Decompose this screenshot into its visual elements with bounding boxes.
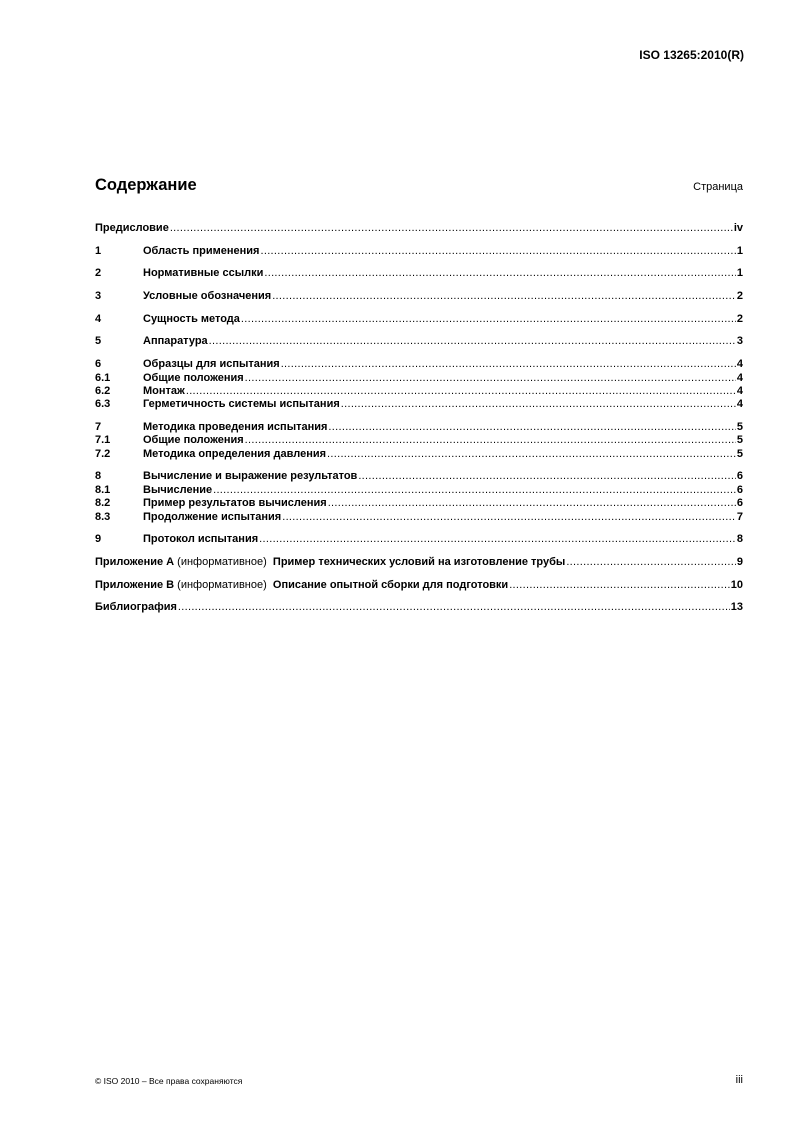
- toc-entry[interactable]: [95, 434, 743, 447]
- dot-leader: [281, 358, 736, 371]
- toc-entry[interactable]: [95, 358, 743, 371]
- dot-leader: [272, 290, 736, 303]
- toc-entry[interactable]: [95, 222, 743, 235]
- toc-page-number: 2: [736, 312, 743, 325]
- dot-leader: [328, 421, 735, 434]
- toc-page-number: 5: [736, 420, 743, 433]
- dot-leader: [259, 533, 736, 546]
- toc-entry-title: Вычисление: [143, 483, 213, 496]
- toc-entry[interactable]: [95, 511, 743, 524]
- footer-page-number: iii: [735, 1074, 743, 1086]
- toc-section-number: 7.1: [95, 434, 111, 447]
- dot-leader: [241, 313, 736, 326]
- toc-page-number: 10: [730, 578, 743, 591]
- toc-entry[interactable]: [95, 335, 743, 348]
- toc-entry-title: Методика проведения испытания: [143, 420, 328, 433]
- dot-leader: [260, 245, 735, 258]
- dot-leader: [509, 579, 730, 592]
- footer-copyright: © ISO 2010 – Все права сохраняются: [95, 1076, 243, 1086]
- toc-annex-a[interactable]: [95, 556, 743, 569]
- dot-leader: [264, 267, 736, 280]
- toc-entry[interactable]: [95, 290, 743, 303]
- dot-leader: [245, 434, 736, 447]
- dot-leader: [178, 601, 730, 614]
- toc-entry[interactable]: [95, 398, 743, 411]
- dot-leader: [213, 484, 736, 497]
- toc-page-number: 5: [736, 447, 743, 460]
- toc-page-number: 4: [736, 358, 743, 371]
- toc-section-number: 5: [95, 335, 102, 348]
- toc-page-number: 7: [736, 510, 743, 523]
- toc-section-number: 7: [95, 420, 102, 433]
- toc-entry[interactable]: [95, 533, 743, 546]
- toc-entry[interactable]: [95, 267, 743, 280]
- toc-entry[interactable]: [95, 448, 743, 461]
- annex-title: Описание опытной сборки для подготовки: [272, 578, 509, 591]
- page-column-label: Страница: [693, 181, 743, 193]
- toc-page-number: 13: [730, 601, 743, 614]
- toc-page-number: 6: [736, 497, 743, 510]
- annex-note: (информативное): [177, 556, 267, 568]
- toc-section-number: 6.3: [95, 398, 111, 411]
- toc-section-number: 6.2: [95, 384, 111, 397]
- dot-leader: [186, 385, 736, 398]
- toc-entries: [95, 222, 743, 547]
- toc-section-number: 1: [95, 244, 102, 257]
- dot-leader: [328, 497, 736, 510]
- table-of-contents: [95, 222, 743, 615]
- toc-page-number: 6: [736, 470, 743, 483]
- dot-leader: [170, 222, 733, 235]
- toc-page-number: 1: [736, 244, 743, 257]
- toc-section-number: 7.2: [95, 447, 111, 460]
- toc-section-number: 9: [95, 533, 102, 546]
- toc-page-number: 9: [736, 556, 743, 568]
- toc-section-number: 8: [95, 470, 102, 483]
- dot-leader: [566, 556, 736, 569]
- toc-page-number: iv: [733, 222, 743, 234]
- bibliography-title: Библиография: [95, 601, 177, 614]
- toc-section-number: 8.3: [95, 510, 111, 523]
- toc-section-number: 4: [95, 312, 102, 325]
- dot-leader: [209, 335, 736, 348]
- toc-page-number: 4: [736, 384, 743, 397]
- annex-label: Приложение В: [95, 578, 175, 591]
- toc-page-number: 8: [736, 533, 743, 546]
- toc-page-number: 3: [736, 335, 743, 348]
- annex-title: Пример технических условий на изготовление трубы: [272, 556, 566, 568]
- toc-page-number: 6: [736, 483, 743, 496]
- toc-entry-title: Сущность метода: [143, 312, 240, 325]
- toc-entry[interactable]: [95, 470, 743, 483]
- toc-entry-title: Общие положения: [143, 434, 244, 447]
- toc-bibliography[interactable]: [95, 601, 743, 614]
- toc-section-number: 8.1: [95, 483, 111, 496]
- toc-entry-title: Продолжение испытания: [143, 510, 282, 523]
- toc-entry-title: Вычисление и выражение результатов: [143, 470, 358, 483]
- annex-note: (информативное): [177, 578, 267, 591]
- toc-page-number: 5: [736, 434, 743, 447]
- toc-title: Содержание: [95, 176, 197, 194]
- toc-entry-title: Образцы для испытания: [143, 358, 280, 371]
- toc-page-number: 1: [736, 267, 743, 280]
- toc-entry-title: Герметичность системы испытания: [143, 398, 340, 411]
- toc-page-number: 4: [736, 398, 743, 411]
- toc-entry[interactable]: [95, 245, 743, 258]
- annex-label: Приложение А: [95, 556, 175, 568]
- toc-page-number: 4: [736, 371, 743, 384]
- toc-entry[interactable]: [95, 497, 743, 510]
- toc-section-number: 6.1: [95, 371, 111, 384]
- toc-entry[interactable]: [95, 313, 743, 326]
- toc-entry[interactable]: [95, 385, 743, 398]
- toc-entry-title: Условные обозначения: [143, 290, 272, 303]
- dot-leader: [245, 372, 736, 385]
- dot-leader: [341, 398, 736, 411]
- toc-section-number: 6: [95, 358, 102, 371]
- toc-entry-title: Протокол испытания: [143, 533, 259, 546]
- toc-annex-b[interactable]: [95, 579, 743, 592]
- toc-entry[interactable]: [95, 421, 743, 434]
- toc-entry-title: Аппаратура: [143, 335, 208, 348]
- toc-section-number: 2: [95, 267, 102, 280]
- toc-entry-title: Методика определения давления: [143, 447, 327, 460]
- toc-entry-title: Монтаж: [143, 384, 185, 397]
- toc-entry-title: Общие положения: [143, 371, 244, 384]
- toc-section-number: 8.2: [95, 497, 111, 510]
- toc-page-number: 2: [736, 290, 743, 303]
- dot-leader: [327, 448, 736, 461]
- toc-entry-title: Область применения: [143, 244, 260, 257]
- toc-section-number: 3: [95, 290, 102, 303]
- toc-entry-title: Предисловие: [95, 222, 169, 234]
- document-code: ISO 13265:2010(R): [639, 48, 744, 62]
- toc-entry[interactable]: [95, 372, 743, 385]
- toc-entry[interactable]: [95, 484, 743, 497]
- dot-leader: [282, 511, 736, 524]
- dot-leader: [358, 470, 736, 483]
- toc-entry-title: Нормативные ссылки: [143, 267, 264, 280]
- toc-entry-title: Пример результатов вычисления: [143, 497, 327, 510]
